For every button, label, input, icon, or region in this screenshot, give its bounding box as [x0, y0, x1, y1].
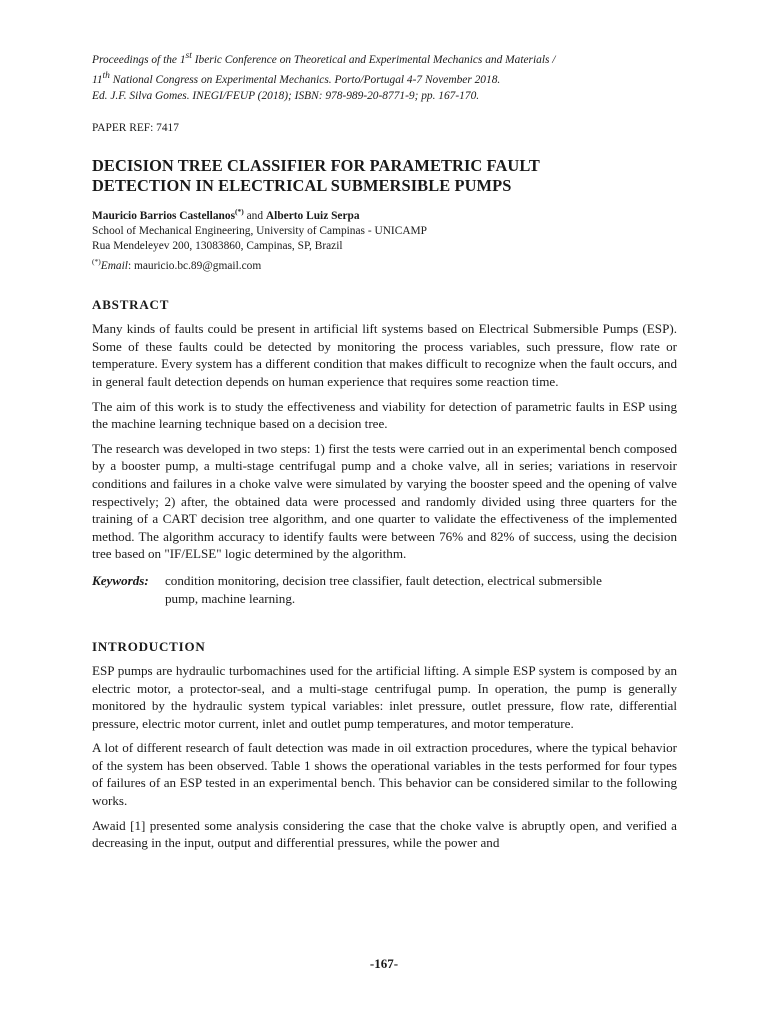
- paper-title: [92, 156, 677, 196]
- corresponding-mark: (*): [235, 206, 244, 216]
- affiliation: [92, 224, 677, 274]
- keywords: [92, 572, 677, 608]
- page-number: -167-: [369, 956, 399, 971]
- introduction-heading: INTRODUCTION: [92, 638, 206, 654]
- keywords-text: condition monitoring, decision tree classifier, fault detection, electrical submersible pump, machine learning.: [165, 572, 602, 606]
- introduction-paragraph-3: Awaid [1] presented some analysis considering the case that the choke valve is abruptly open, and verified a decreasing in the input, output and differential pressures, while the power and: [92, 817, 677, 851]
- author-conjunction: and: [243, 209, 266, 222]
- affiliation-line-2: Rua Mendeleyev 200, 13083860, Campinas, SP, Brazil: [92, 240, 343, 253]
- abstract-paragraph-1: Many kinds of faults could be present in artificial lift systems based on Electrical Submersible Pumps (ESP). Some of these faults could be detected by monitoring the process variables, such pressure, flow rate or temperature. Every system has a different condition that makes difficult to recognize when the fault occurs, and in general fault detection depends on human experience that requires some reaction time.: [92, 321, 677, 389]
- paper-ref: PAPER REF: 7417: [92, 121, 179, 134]
- affiliation-line-1: School of Mechanical Engineering, University of Campinas - UNICAMP: [92, 225, 428, 238]
- author-2: Alberto Luiz Serpa: [265, 209, 360, 222]
- proceedings-line-3: Ed. J.F. Silva Gomes. INEGI/FEUP (2018); ISBN: 978-989-20-8771-9; pp. 167-170.: [92, 89, 480, 102]
- author-1: Mauricio Barrios Castellanos: [92, 209, 236, 222]
- paper-title-line-2: DETECTION IN ELECTRICAL SUBMERSIBLE PUMPS: [92, 175, 512, 195]
- email-address: mauricio.bc.89@gmail.com: [133, 260, 262, 273]
- author-list: [92, 207, 677, 222]
- email-line: (*)Email: mauricio.bc.89@gmail.com: [92, 257, 262, 273]
- abstract-paragraph-3: The research was developed in two steps: 1) first the tests were carried out in an experimental bench composed by a booster pump, a multi-stage centrifugal pump and a choke valve, all in series; variations in reservoir conditions and failures in a choke valve were simulated by varying the booster speed and the opening of valve respectively; 2) after, the obtained data were processed and randomly divided using three quarters for the training of a CART decision tree algorithm, and one quarter to validate the effectiveness of the implemented method. The algorithm accuracy to identify faults were between 76% and 82% of success, using the decision tree based on "IF/ELSE" logic determined by the algorithm.: [92, 440, 677, 562]
- paper-title-line-1: DECISION TREE CLASSIFIER FOR PARAMETRIC FAULT: [92, 155, 540, 175]
- paper-page: [92, 48, 677, 852]
- proceedings-line-1: Proceedings of the 1st Iberic Conference on Theoretical and Experimental Mechanics and Materials /: [92, 51, 556, 66]
- abstract-heading: ABSTRACT: [92, 297, 170, 313]
- proceedings-line-2: 11th National Congress on Experimental Mechanics. Porto/Portugal 4-7 November 2018.: [92, 70, 501, 86]
- abstract-paragraph-2: The aim of this work is to study the effectiveness and viability for detection of parametric faults in ESP using the machine learning technique based on a decision tree.: [92, 398, 677, 432]
- keywords-label: Keywords:: [92, 572, 149, 588]
- introduction-paragraph-1: ESP pumps are hydraulic turbomachines used for the artificial lifting. A simple ESP system is composed by an electric motor, a protector-seal, and a multi-stage centrifugal pump. In operation, the pump is generally monitored by the hydraulic system typical variables: inlet pressure, outlet pressure, flow rate, differential pressure, electric motor current, inlet and outlet pump temperatures, and motor temperature.: [92, 662, 677, 731]
- proceedings-header: [92, 48, 677, 104]
- introduction-paragraph-2: A lot of different research of fault detection was made in oil extraction procedures, where the typical behavior of the system has been observed. Table 1 shows the operational variables in the tests performed for four types of failures of an ESP tested in an experimental bench. This behavior can be considered similar to the following works.: [92, 740, 677, 809]
